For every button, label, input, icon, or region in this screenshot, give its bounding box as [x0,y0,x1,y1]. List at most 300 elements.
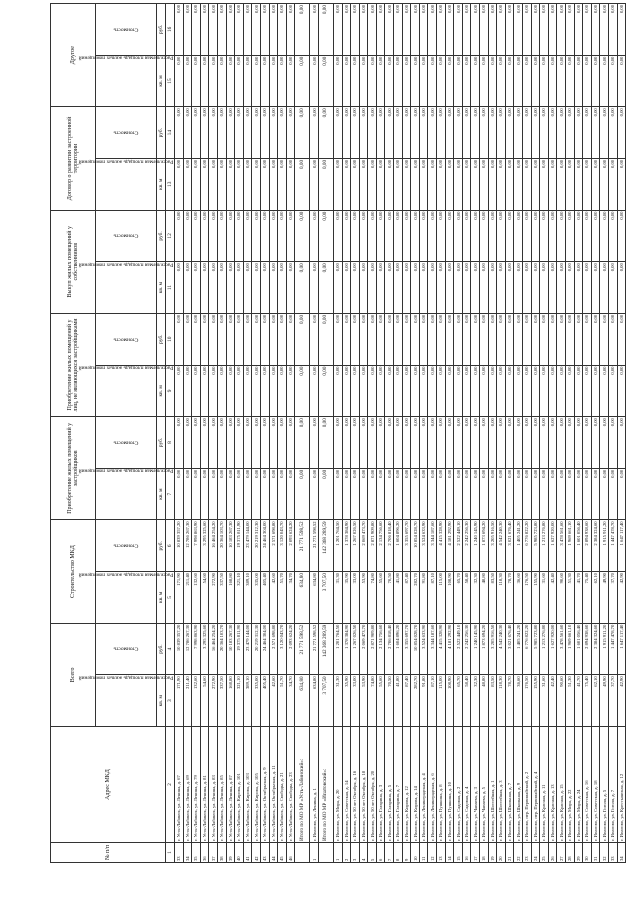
value-cell: 0,00 [608,262,617,314]
address-cell: г. Ипатово, ул. Садовая, д. 4 [462,727,471,843]
value-cell: 405,40 [260,675,269,727]
value-cell: 0,00 [278,313,287,365]
row-number: 37 [209,843,218,863]
value-cell: 1 604 896,20 [394,623,403,675]
value-cell: 10 183 267,30 [226,623,235,675]
address-cell: г. Ипатово, пер. Первомайский, д. 4 [531,727,540,843]
value-cell: 42,40 [548,572,557,624]
value-cell: 0,00 [437,262,446,314]
subheader-cost: Стоимость [96,417,157,469]
value-cell: 0,00 [252,107,261,159]
value-cell: 16 464 254,20 [209,623,218,675]
address-cell: г. Ипатово, ул. Советская, д. 16 [583,727,592,843]
value-cell: 0,00 [402,262,411,314]
value-cell: 0,00 [243,210,252,262]
value-cell: 74,80 [368,675,377,727]
value-cell: 0,00 [437,55,446,107]
value-cell: 21 771 598,52 [295,623,310,675]
value-cell: 0,00 [445,262,454,314]
value-cell: 0,00 [269,313,278,365]
value-cell: 54,60 [200,675,209,727]
value-cell: 0,00 [480,313,489,365]
value-cell: 3 478 561,60 [557,623,566,675]
value-cell: 0,00 [419,262,428,314]
value-cell: 0,00 [209,210,218,262]
address-cell: г. Ипатово, ул. Красная, д. 11 [540,727,549,843]
value-cell: 0,00 [583,417,592,469]
value-cell: 0,00 [488,55,497,107]
value-cell: 62,10 [591,675,600,727]
row-number: 11 [419,843,428,863]
value-cell: 35,90 [342,675,351,727]
value-cell: 0,00 [351,417,360,469]
address-cell: г. Ипатово, пер. Первомайский, д. 2 [522,727,531,843]
column-number: 1 [166,843,175,863]
value-cell: 1 201 764,50 [333,623,342,675]
value-cell: 0,00 [540,55,549,107]
value-cell: 0,00 [514,468,523,520]
rotated-table-sheet [50,3,640,863]
value-cell: 0,00 [376,262,385,314]
subheader-cost: Стоимость [96,107,157,159]
value-cell: 0,00 [608,4,617,56]
column-number: 16 [166,4,175,56]
value-cell: 337,50 [217,675,226,727]
column-number: 11 [166,262,175,314]
value-cell: 3 205 916,50 [488,520,497,572]
value-cell: 0,00 [318,313,333,365]
value-cell: 0,00 [175,468,184,520]
value-cell: 0,00 [342,365,351,417]
value-cell: 51,70 [278,572,287,624]
unit-label: кв. м [157,572,166,624]
value-cell: 0,00 [333,262,342,314]
value-cell: 0,00 [269,365,278,417]
value-cell: 20 364 103,70 [217,623,226,675]
value-cell: 0,00 [437,210,446,262]
value-cell: 24 464 304,00 [260,520,269,572]
unit-label: кв. м [157,675,166,727]
value-cell: 0,00 [454,4,463,56]
value-cell: 0,00 [183,158,192,210]
value-cell: 32,30 [471,572,480,624]
row-number: 28 [565,843,574,863]
value-cell: 132,60 [192,675,201,727]
value-cell: 0,00 [411,55,420,107]
value-cell: 10 183 267,30 [226,520,235,572]
value-cell: 0,00 [514,4,523,56]
value-cell: 0,00 [235,468,244,520]
value-cell: 0,00 [557,210,566,262]
value-cell: 23 479 144,00 [243,623,252,675]
value-cell: 0,00 [286,417,295,469]
table-row [200,4,209,863]
value-cell: 0,00 [540,4,549,56]
value-cell: 0,00 [192,313,201,365]
value-cell: 0,00 [548,158,557,210]
value-cell: 2 894 938,60 [583,520,592,572]
value-cell: 0,00 [454,55,463,107]
value-cell: 0,00 [333,313,342,365]
value-cell: 1 647 117,40 [617,623,626,675]
value-cell: 0,00 [608,107,617,159]
value-cell: 0,00 [175,365,184,417]
value-cell: 58,40 [462,675,471,727]
value-cell: 2 522 449,10 [454,623,463,675]
value-cell: 0,00 [295,210,310,262]
value-cell: 1 267 026,50 [351,520,360,572]
value-cell: 0,00 [351,158,360,210]
value-cell: 0,00 [359,158,368,210]
value-cell: 0,00 [235,158,244,210]
value-cell: 2 522 449,10 [454,520,463,572]
value-cell: 0,00 [192,365,201,417]
value-cell: 2 706 818,40 [385,623,394,675]
value-cell: 0,00 [505,365,514,417]
value-cell: 0,00 [200,210,209,262]
value-cell: 0,00 [497,365,506,417]
value-cell: 0,00 [514,417,523,469]
value-cell: 42,60 [269,675,278,727]
table-row [617,4,626,863]
value-cell: 0,00 [183,107,192,159]
value-cell: 118,30 [497,572,506,624]
value-cell: 0,00 [608,365,617,417]
value-cell: 0,00 [342,55,351,107]
value-cell: 70,50 [385,675,394,727]
value-cell: 0,00 [269,468,278,520]
address-cell: г. Усть-Лабинск, ул. Кирова, д. 105 [252,727,261,843]
value-cell: 0,00 [445,365,454,417]
value-cell: 42,40 [548,675,557,727]
value-cell: 4 415 328,90 [437,623,446,675]
value-cell: 0,00 [480,468,489,520]
value-cell: 142 368 289,59 [318,623,333,675]
value-cell: 0,00 [548,365,557,417]
value-cell: 0,00 [359,107,368,159]
value-cell: 0,00 [591,262,600,314]
table-row [488,4,497,863]
value-cell: 83,50 [488,675,497,727]
address-cell: г. Ипатово, ул. Пушкина, д. 8 [437,727,446,843]
value-cell: 0,00 [462,468,471,520]
value-cell: 1 405 241,20 [514,623,523,675]
value-cell: 3 021 676,40 [505,623,514,675]
column-number: 13 [166,158,175,210]
value-cell: 55,60 [376,572,385,624]
value-cell: 0,00 [209,417,218,469]
column-number: 6 [166,520,175,572]
value-cell: 0,00 [368,262,377,314]
value-cell: 0,00 [209,313,218,365]
address-cell: г. Ипатово, ул. Гоголя, д. 5 [600,727,609,843]
value-cell: 0,00 [260,313,269,365]
value-cell: 0,00 [480,417,489,469]
table-row [342,4,351,863]
value-cell: 21 771 598,52 [310,623,319,675]
value-cell: 0,00 [522,417,531,469]
subheader-cost: Стоимость [96,210,157,262]
value-cell: 1 969 661,10 [565,520,574,572]
value-cell: 0,00 [565,107,574,159]
value-cell: 0,00 [226,55,235,107]
table-row [497,4,506,863]
value-cell: 0,00 [200,107,209,159]
subtotal-row [295,4,310,863]
address-cell: г. Ипатово, ул. Садовая, д. 2 [454,727,463,843]
table-row [565,4,574,863]
address-cell: г. Ипатово, ул. Кирова, д. 14 [411,727,420,843]
value-cell: 0,00 [394,107,403,159]
value-cell: 0,00 [462,365,471,417]
unit-label: руб. [157,417,166,469]
value-cell: 0,00 [376,55,385,107]
value-cell: 0,00 [437,107,446,159]
value-cell: 10 854 028,70 [411,520,420,572]
value-cell: 53,90 [359,572,368,624]
value-cell: 0,00 [522,107,531,159]
value-cell: 0,00 [359,417,368,469]
value-cell: 0,00 [411,210,420,262]
value-cell: 0,00 [243,158,252,210]
table-row [574,4,583,863]
table-row [557,4,566,863]
value-cell: 0,00 [608,55,617,107]
value-cell: 0,00 [318,4,333,56]
value-cell: 0,00 [226,4,235,56]
table-row [217,4,226,863]
value-cell: 10 839 357,20 [175,520,184,572]
address-cell: г. Усть-Лабинск, ул. Ленина, д. 79 [192,727,201,843]
value-cell: 0,00 [522,262,531,314]
value-cell: 0,00 [376,107,385,159]
value-cell: 1 601 056,40 [574,520,583,572]
row-number: 33 [608,843,617,863]
value-cell: 0,00 [514,262,523,314]
value-cell: 0,00 [454,158,463,210]
value-cell: 176,50 [522,675,531,727]
value-cell: 0,00 [252,158,261,210]
value-cell: 4 415 328,90 [437,520,446,572]
unit-label: руб. [157,107,166,159]
row-number: 24 [531,843,540,863]
value-cell: 0,00 [548,313,557,365]
value-cell: 0,00 [462,55,471,107]
value-cell: 0,00 [402,158,411,210]
value-cell: 0,00 [497,107,506,159]
value-cell: 0,00 [531,4,540,56]
value-cell: 0,00 [600,313,609,365]
value-cell: 12 786 267,30 [183,623,192,675]
value-cell: 49,90 [600,675,609,727]
table-row [376,4,385,863]
value-cell: 42,60 [269,572,278,624]
table-row [471,4,480,863]
row-number: 34 [183,843,192,863]
value-cell: 3 355 697,70 [402,520,411,572]
value-cell: 0,00 [480,55,489,107]
value-cell: 0,00 [488,158,497,210]
value-cell: 0,00 [385,365,394,417]
value-cell: 0,00 [548,107,557,159]
value-cell: 0,00 [310,55,319,107]
row-number: 40 [235,843,244,863]
value-cell: 0,00 [269,55,278,107]
value-cell: 0,00 [235,55,244,107]
value-cell: 0,00 [454,262,463,314]
value-cell: 0,00 [583,210,592,262]
value-cell: 0,00 [295,365,310,417]
value-cell: 3 295 325,60 [200,623,209,675]
value-cell: 3 120 043,70 [278,520,287,572]
value-cell: 0,00 [522,313,531,365]
value-cell: 0,00 [471,365,480,417]
value-cell: 33,00 [351,675,360,727]
value-cell: 31,30 [333,675,342,727]
value-cell: 0,00 [411,365,420,417]
value-cell: 1 447 478,70 [608,520,617,572]
row-number [295,843,310,863]
value-cell: 0,00 [411,262,420,314]
col-num-header: № п/п [51,843,166,863]
subheader-cost: Стоимость [96,313,157,365]
row-number: 26 [548,843,557,863]
value-cell: 31,30 [333,572,342,624]
value-cell: 168,80 [226,675,235,727]
value-cell: 0,00 [394,4,403,56]
value-cell: 0,00 [209,55,218,107]
value-cell: 0,00 [310,468,319,520]
table-row [540,4,549,863]
value-cell: 20 364 103,70 [217,520,226,572]
value-cell: 0,00 [497,313,506,365]
value-cell: 12 786 267,30 [183,520,192,572]
address-cell: г. Ипатово, ул. Ленинградская, д. 4 [419,727,428,843]
value-cell: 0,00 [445,55,454,107]
value-cell: 108,90 [445,572,454,624]
value-cell: 55,60 [376,675,385,727]
value-cell: 1 201 764,50 [333,520,342,572]
table-row [522,4,531,863]
value-cell: 54,60 [200,572,209,624]
value-cell: 0,00 [385,262,394,314]
value-cell: 0,00 [522,4,531,56]
value-cell: 0,00 [531,468,540,520]
value-cell: 0,00 [583,468,592,520]
table-row [480,4,489,863]
value-cell: 0,00 [269,417,278,469]
value-cell: 0,00 [428,313,437,365]
address-cell: Итого по МО МР «Ипатовский»: [318,727,333,843]
row-number: 31 [591,843,600,863]
value-cell: 91,80 [419,572,428,624]
value-cell: 282,70 [411,675,420,727]
table-body [175,4,626,863]
value-cell: 0,00 [574,313,583,365]
address-cell: г. Ипатово, ул. 50 лет Октября, д. 20 [368,727,377,843]
value-cell: 0,00 [565,55,574,107]
value-cell: 42,90 [617,675,626,727]
value-cell: 36,60 [514,675,523,727]
value-cell: 0,00 [591,365,600,417]
value-cell: 0,00 [243,55,252,107]
value-cell: 0,00 [557,468,566,520]
value-cell: 321,10 [235,572,244,624]
value-cell: 0,00 [226,468,235,520]
value-cell: 0,00 [445,417,454,469]
value-cell: 0,00 [471,158,480,210]
value-cell: 51,30 [565,675,574,727]
value-cell: 0,00 [368,210,377,262]
table-row [252,4,261,863]
value-cell: 3 120 043,70 [278,623,287,675]
value-cell: 0,00 [183,4,192,56]
address-cell: г. Усть-Лабинск, ул. Октябрьская, д. 11 [269,727,278,843]
value-cell: 0,00 [269,210,278,262]
value-cell: 0,00 [209,4,218,56]
value-cell: 1 873 694,20 [480,623,489,675]
group-header-developers: Приобретение жилых помещений у застройщиков [51,417,96,520]
value-cell: 0,00 [522,365,531,417]
row-number: 16 [462,843,471,863]
value-cell: 0,00 [192,4,201,56]
value-cell: 0,00 [295,4,310,56]
address-cell: г. Ипатово, ул. Шоссейная, д. 1 [488,727,497,843]
value-cell: 171,90 [175,572,184,624]
value-cell: 0,00 [278,55,287,107]
value-cell: 2 871 909,80 [368,623,377,675]
value-cell: 0,00 [394,210,403,262]
value-cell: 2 134 756,60 [376,623,385,675]
value-cell: 7 998 863,90 [192,623,201,675]
value-cell: 0,00 [286,313,295,365]
value-cell: 0,00 [243,4,252,56]
value-cell: 0,00 [385,468,394,520]
value-cell: 10 839 357,20 [175,623,184,675]
value-cell: 0,00 [209,468,218,520]
value-cell: 0,00 [428,55,437,107]
table-row [278,4,287,863]
row-number: 8 [394,843,403,863]
unit-label: руб. [157,520,166,572]
value-cell: 0,00 [376,468,385,520]
value-cell: 0,00 [428,262,437,314]
column-number: 8 [166,417,175,469]
value-cell: 0,00 [333,107,342,159]
value-cell: 0,00 [445,107,454,159]
value-cell: 0,00 [385,210,394,262]
value-cell: 74,80 [368,572,377,624]
value-cell: 0,00 [351,4,360,56]
value-cell: 0,00 [376,365,385,417]
value-cell: 0,00 [175,55,184,107]
value-cell: 0,00 [260,4,269,56]
value-cell: 0,00 [600,55,609,107]
value-cell: 0,00 [565,313,574,365]
value-cell: 19 375 811,90 [235,623,244,675]
value-cell: 1 969 661,10 [565,623,574,675]
value-cell: 0,00 [514,365,523,417]
value-cell: 5 985 723,80 [531,520,540,572]
value-cell: 0,00 [183,313,192,365]
value-cell: 0,00 [497,158,506,210]
address-cell: г. Ипатово, ул. Советская, д. 14 [342,727,351,843]
value-cell: 0,00 [583,107,592,159]
value-cell: 0,00 [351,262,360,314]
value-cell: 0,00 [260,158,269,210]
value-cell: 0,00 [454,468,463,520]
value-cell: 0,00 [183,210,192,262]
